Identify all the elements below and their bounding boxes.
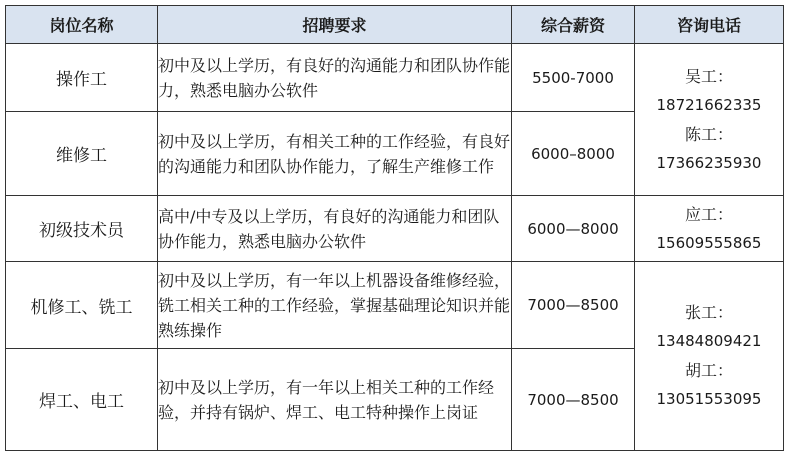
contact-cell bbox=[635, 196, 784, 262]
header-contact: 咨询电话 bbox=[635, 6, 784, 44]
salary-cell: 7000—8500 bbox=[512, 262, 635, 349]
contact-phone: 17366235930 bbox=[656, 153, 762, 172]
table-row bbox=[6, 44, 784, 112]
contact-name: 陈工： bbox=[684, 124, 733, 144]
position-cell: 操作工 bbox=[6, 44, 158, 112]
requirement-cell: 初中及以上学历，有一年以上相关工种的工作经验，并持有锅炉、焊工、电工特种操作上岗证 bbox=[158, 349, 512, 451]
recruitment-table bbox=[5, 5, 784, 451]
contact-cell bbox=[635, 262, 784, 451]
table-row bbox=[6, 196, 784, 262]
requirement-cell: 初中及以上学历，有良好的沟通能力和团队协作能力，熟悉电脑办公软件 bbox=[158, 44, 512, 112]
salary-cell: 5500-7000 bbox=[512, 44, 635, 112]
position-cell: 机修工、铣工 bbox=[6, 262, 158, 349]
contact-phone: 13051553095 bbox=[656, 390, 762, 408]
contact-name: 吴工： bbox=[684, 66, 733, 86]
position-cell: 焊工、电工 bbox=[6, 349, 158, 451]
requirement-cell: 初中及以上学历，有一年以上机器设备维修经验，铣工相关工种的工作经验，掌握基础理论知识并能熟练操作 bbox=[158, 262, 512, 349]
position-cell: 维修工 bbox=[6, 112, 158, 196]
contact-cell bbox=[635, 44, 784, 196]
requirement-cell: 初中及以上学历，有相关工种的工作经验，有良好的沟通能力和团队协作能力，了解生产维修工作 bbox=[158, 112, 512, 196]
salary-cell: 6000—8000 bbox=[512, 196, 635, 262]
contact-name: 张工： bbox=[684, 303, 733, 322]
header-row bbox=[6, 6, 784, 44]
salary-cell: 6000–8000 bbox=[512, 112, 635, 196]
contact-phone: 13484809421 bbox=[656, 332, 762, 350]
contact-name: 胡工： bbox=[684, 361, 733, 380]
header-requirement: 招聘要求 bbox=[158, 6, 512, 44]
contact-name: 应工： bbox=[684, 204, 733, 224]
requirement-cell: 高中/中专及以上学历，有良好的沟通能力和团队协作能力，熟悉电脑办公软件 bbox=[158, 196, 512, 262]
table-row bbox=[6, 262, 784, 349]
header-position: 岗位名称 bbox=[6, 6, 158, 44]
contact-phone: 18721662335 bbox=[656, 95, 762, 114]
contact-phone: 15609555865 bbox=[656, 233, 762, 252]
salary-cell: 7000—8500 bbox=[512, 349, 635, 451]
header-salary: 综合薪资 bbox=[512, 6, 635, 44]
position-cell: 初级技术员 bbox=[6, 196, 158, 262]
